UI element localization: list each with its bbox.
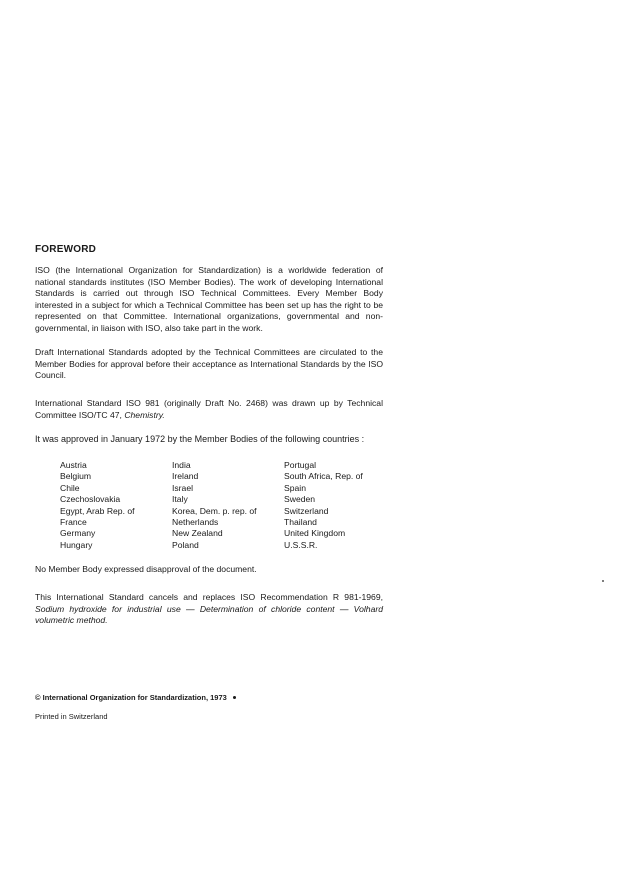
country-item: Netherlands (172, 517, 219, 528)
country-item: South Africa, Rep. of (284, 471, 363, 482)
country-item: Chile (60, 482, 80, 493)
countries-list (60, 460, 390, 551)
country-item: Czechoslovakia (60, 494, 121, 505)
printed-in: Printed in Switzerland (35, 712, 108, 721)
country-item: Spain (284, 482, 306, 493)
paragraph-replaces (35, 592, 383, 627)
country-item: New Zealand (172, 528, 223, 539)
committee-text: International Standard ISO 981 (originally Draft No. 2468) was drawn up by Technical Committee ISO/TC 47, (35, 398, 383, 420)
country-item: India (172, 460, 191, 470)
copyright-line (35, 693, 236, 702)
country-item: Germany (60, 528, 96, 539)
committee-name: Chemistry. (124, 409, 165, 420)
country-item: Austria (60, 460, 87, 470)
country-item: Israel (172, 482, 194, 493)
countries-column-2 (172, 460, 284, 551)
country-item: Switzerland (284, 505, 329, 516)
countries-column-1 (60, 460, 172, 551)
country-item: Belgium (60, 471, 92, 482)
paragraph-draft-standards: Draft International Standards adopted by the Technical Committees are circulated to the Member Bodies for approval before their acceptance as International Standards by the ISO Council. (35, 347, 383, 380)
paragraph-approval: It was approved in January 1972 by the Member Bodies of the following countries : (35, 434, 365, 444)
country-item: Portugal (284, 460, 317, 470)
foreword-heading: FOREWORD (35, 244, 97, 255)
scan-speck (602, 580, 604, 582)
country-item: France (60, 517, 87, 528)
country-item: Poland (172, 539, 199, 550)
replaces-text: This International Standard cancels and replaces ISO Recommendation R 981-1969, (35, 592, 383, 602)
paragraph-no-disapproval: No Member Body expressed disapproval of the document. (35, 564, 257, 574)
bullet-icon (233, 696, 236, 699)
country-item: Hungary (60, 539, 93, 550)
paragraph-iso-intro: ISO (the International Organization for Standardization) is a worldwide federation of national standards institutes (ISO Member Bodies). The work of developing International Standards is carried out through ISO Technical Committees. Every Member Body interested in a subject for which a Technical Committee has been set up has the right to be represented on that Committee. International organizations, governmental and non-governmental, in liaison with ISO, also take part in the work. (35, 265, 383, 333)
country-item: Thailand (284, 517, 317, 528)
paragraph-committee (35, 398, 383, 421)
country-item: United Kingdom (284, 528, 346, 539)
country-item: Ireland (172, 471, 199, 482)
country-item: U.S.S.R. (284, 539, 318, 550)
replaced-recommendation-title: Sodium hydroxide for industrial use — Determination of chloride content — Volhard volumetric method. (35, 603, 383, 625)
country-item: Korea, Dem. p. rep. of (172, 505, 257, 516)
country-item: Italy (172, 494, 188, 505)
country-item: Sweden (284, 494, 316, 505)
country-item: Egypt, Arab Rep. of (60, 505, 135, 516)
copyright-text: © International Organization for Standardization, 1973 (35, 693, 227, 702)
countries-column-3 (284, 460, 390, 551)
